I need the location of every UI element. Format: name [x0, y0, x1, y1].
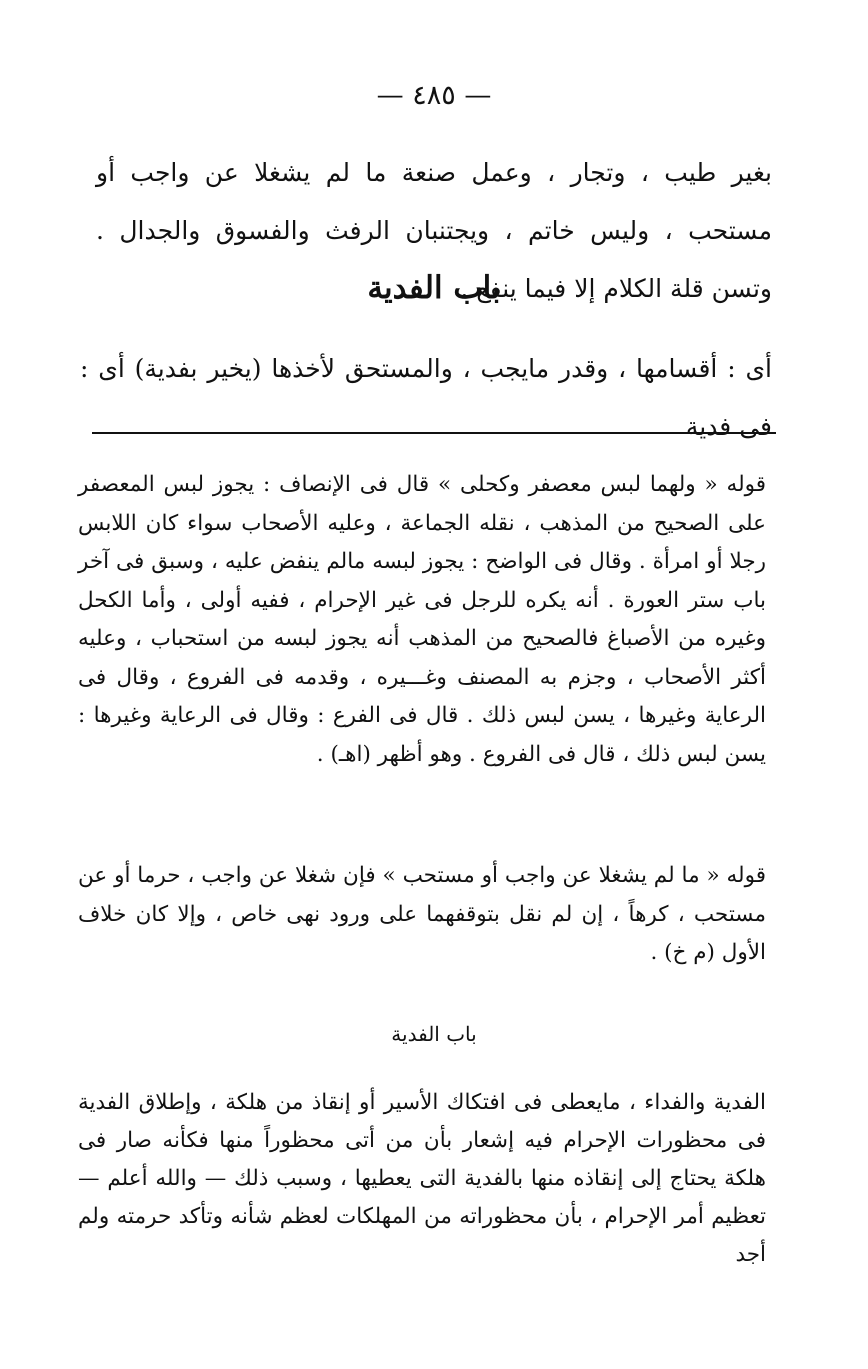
chapter-intro-text: أى : أقسامها ، وقدر مايجب ، والمستحق لأخذها (يخير بفدية) أى : فى فدية	[80, 354, 772, 441]
footnote-section-heading: باب الفدية	[391, 1022, 477, 1046]
footnote-divider	[92, 432, 776, 434]
footnote-paragraph: قوله « ولهما لبس معصفر وكحلى » قال فى الإنصاف : يجوز لبس المعصفر على الصحيح من المذهب ، نقله الجماعة ، وعليه الأصحاب سواء كان اللابس رجلا أو امرأة . وقال فى الواضح : يجوز لبسه مالم ينفض عليه ، وسبق فى آخر باب ستر العورة . أنه يكره للرجل فى غير الإحرام ، ففيه أولى ، وأما الكحل وغيره من الأصباغ فالصحيح من المذهب أنه يجوز لبسه من استحباب ، وعليه أكثر الأصحاب ، وجزم به المصنف وغـــيره ، وقدمه فى الفروع ، وقال فى الرعاية وغيرها ، يسن لبس ذلك . قال فى الفرع : وقال فى الرعاية وغيرها : يسن لبس ذلك ، قال فى الفروع . وهو أظهر (اهـ) .	[78, 472, 766, 767]
page-number: — ٤٨٥ —	[376, 80, 492, 111]
footnote-paragraph: قوله « ما لم يشغلا عن واجب أو مستحب » فإن شغلا عن واجب ، حرما أو عن مستحب ، كرهاً ، إن لم نقل بتوقفهما على ورود نهى خاص ، وإلا كان خلاف الأول (م خ) .	[78, 863, 766, 965]
footnote-paragraph: الفدية والفداء ، مايعطى فى افتكاك الأسير أو إنقاذ من هلكة ، وإطلاق الفدية فى محظورات الإحرام فيه إشعار بأن من أتى محظوراً منها فكأنه صار فى هلكة يحتاج إلى إنقاذه منها بالفدية التى يعطيها ، وسبب ذلك — والله أعلم — تعظيم أمر الإحرام ، بأن محظوراته من المهلكات لعظم شأنه وتأكد حرمته ولم أجد	[78, 1090, 766, 1267]
chapter-heading: باب الفدية	[367, 270, 501, 306]
main-text-paragraph: بغير طيب ، وتجار ، وعمل صنعة ما لم يشغلا عن واجب أو مستحب ، وليس خاتم ، ويجتنبان الرفث والفسوق والجدال . وتسن قلة الكلام إلا فيما ينفع .	[96, 158, 772, 303]
